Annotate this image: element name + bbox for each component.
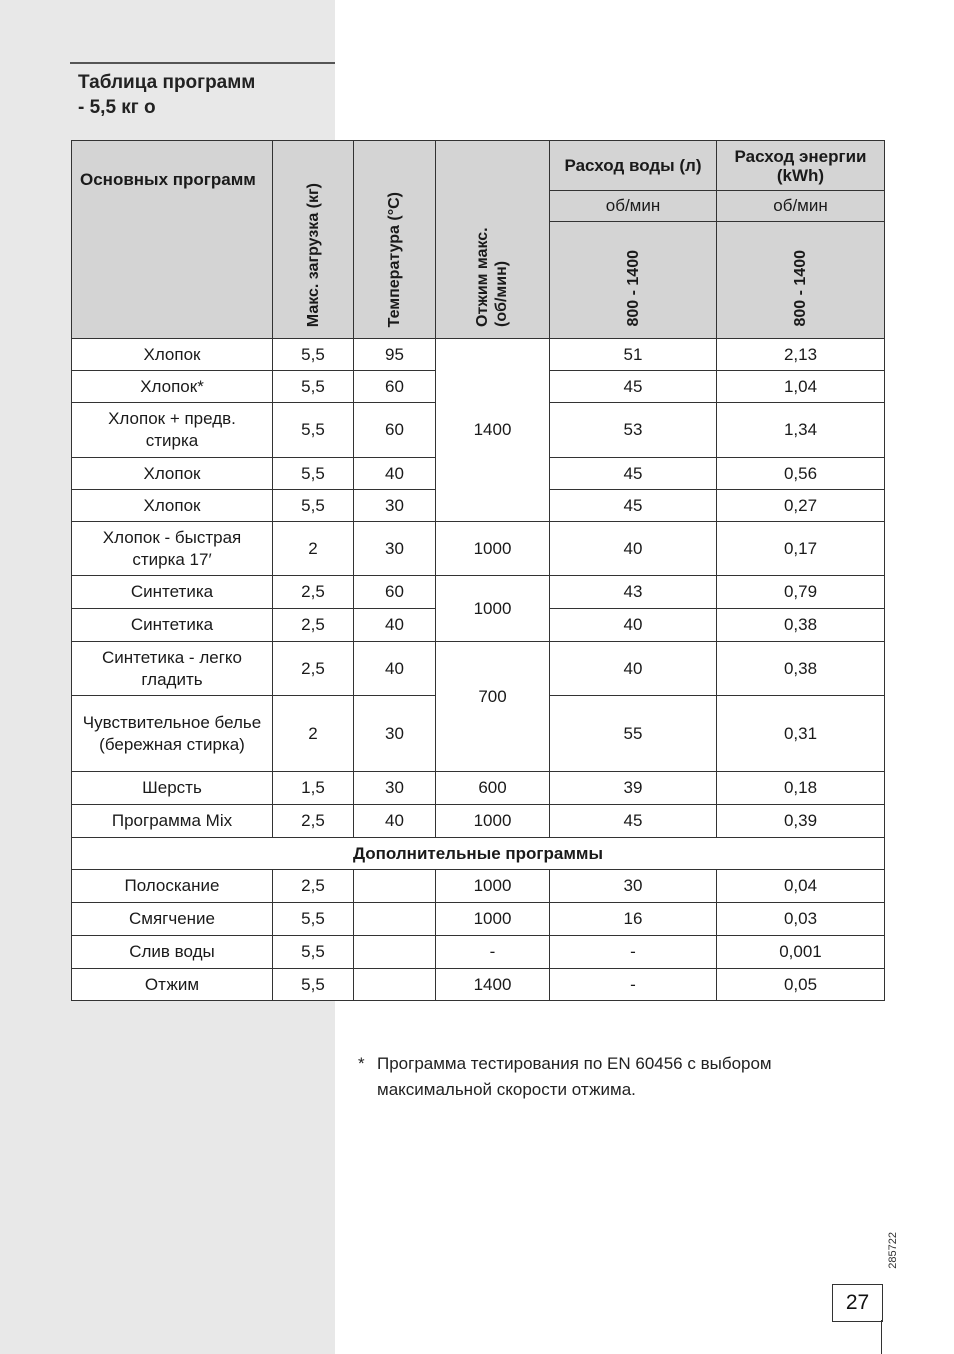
header-energy-unit: об/мин xyxy=(717,191,885,222)
energy-value: 0,18 xyxy=(717,772,885,805)
load-value: 5,5 xyxy=(273,969,354,1001)
water-value: 30 xyxy=(550,870,717,903)
program-name: Шерсть xyxy=(72,772,273,805)
program-name: Слив воды xyxy=(72,936,273,969)
energy-value: 0,27 xyxy=(717,490,885,522)
spin-value: 700 xyxy=(436,642,550,772)
page-number-rule xyxy=(881,1320,882,1354)
water-value: - xyxy=(550,969,717,1001)
program-name: Хлопок xyxy=(72,339,273,371)
temp-value: 40 xyxy=(354,642,436,696)
water-value: 39 xyxy=(550,772,717,805)
temp-value: 95 xyxy=(354,339,436,371)
program-name: Хлопок xyxy=(72,490,273,522)
table-row xyxy=(72,936,885,969)
load-value: 5,5 xyxy=(273,403,354,458)
temp-value: 30 xyxy=(354,490,436,522)
load-value: 2 xyxy=(273,522,354,576)
water-value: 45 xyxy=(550,371,717,403)
energy-value: 1,34 xyxy=(717,403,885,458)
temp-value: 60 xyxy=(354,576,436,609)
temp-value: 60 xyxy=(354,403,436,458)
energy-value: 2,13 xyxy=(717,339,885,371)
temp-value: 60 xyxy=(354,371,436,403)
load-value: 5,5 xyxy=(273,903,354,936)
header-spin-label: Отжим макс. (об/мин) xyxy=(473,227,510,327)
energy-value: 0,05 xyxy=(717,969,885,1001)
footnote-text: Программа тестирования по EN 60456 с выбором максимальной скорости отжима. xyxy=(377,1054,772,1099)
header-load-label: Макс. загрузка (кг) xyxy=(304,182,322,327)
temp-value xyxy=(354,969,436,1001)
energy-value: 0,39 xyxy=(717,805,885,838)
temp-value: 30 xyxy=(354,696,436,772)
energy-value: 0,56 xyxy=(717,458,885,490)
energy-value: 1,04 xyxy=(717,371,885,403)
temp-value: 30 xyxy=(354,772,436,805)
temp-value: 40 xyxy=(354,609,436,642)
program-name: Синтетика xyxy=(72,576,273,609)
title-line-1: Таблица программ xyxy=(78,72,256,93)
table-row xyxy=(72,642,885,696)
temp-value xyxy=(354,870,436,903)
load-value: 2,5 xyxy=(273,609,354,642)
title-rule xyxy=(70,62,335,64)
spin-value: 1000 xyxy=(436,870,550,903)
table-row xyxy=(72,522,885,576)
extra-section-title: Дополнительные программы xyxy=(72,838,885,870)
table-row xyxy=(72,339,885,371)
page-title xyxy=(78,70,255,120)
spin-value: 600 xyxy=(436,772,550,805)
table-row xyxy=(72,805,885,838)
program-name: Смягчение xyxy=(72,903,273,936)
header-water-unit: об/мин xyxy=(550,191,717,222)
program-name: Хлопок xyxy=(72,458,273,490)
water-value: 40 xyxy=(550,642,717,696)
energy-value: 0,38 xyxy=(717,609,885,642)
water-value: 16 xyxy=(550,903,717,936)
load-value: 1,5 xyxy=(273,772,354,805)
energy-value: 0,03 xyxy=(717,903,885,936)
program-name: Программа Mix xyxy=(72,805,273,838)
load-value: 5,5 xyxy=(273,458,354,490)
footnote-mark: * xyxy=(358,1054,365,1073)
program-name: Синтетика - легко гладить xyxy=(72,642,273,696)
table-row xyxy=(72,903,885,936)
water-value: 45 xyxy=(550,458,717,490)
water-value: 55 xyxy=(550,696,717,772)
spin-value: - xyxy=(436,936,550,969)
program-name: Хлопок* xyxy=(72,371,273,403)
program-name: Отжим xyxy=(72,969,273,1001)
load-value: 5,5 xyxy=(273,371,354,403)
table-row xyxy=(72,576,885,609)
header-energy-range xyxy=(717,222,885,339)
water-value: 45 xyxy=(550,805,717,838)
program-name: Хлопок - быстрая стирка 17′ xyxy=(72,522,273,576)
load-value: 5,5 xyxy=(273,936,354,969)
temp-value xyxy=(354,903,436,936)
program-name: Хлопок + предв. стирка xyxy=(72,403,273,458)
water-value: 40 xyxy=(550,609,717,642)
header-program: Основных программ xyxy=(72,141,273,339)
water-value: 51 xyxy=(550,339,717,371)
header-water: Расход воды (л) xyxy=(550,141,717,191)
water-value: - xyxy=(550,936,717,969)
header-energy: Расход энергии (kWh) xyxy=(717,141,885,191)
header-energy-range-label: 800 - 1400 xyxy=(792,250,809,327)
load-value: 2,5 xyxy=(273,805,354,838)
load-value: 2,5 xyxy=(273,870,354,903)
spin-value: 1000 xyxy=(436,576,550,642)
program-name: Полоскание xyxy=(72,870,273,903)
program-name: Чувствительное белье (бережная стирка) xyxy=(72,696,273,772)
spin-value: 1000 xyxy=(436,522,550,576)
energy-value: 0,001 xyxy=(717,936,885,969)
water-value: 40 xyxy=(550,522,717,576)
header-temp xyxy=(354,141,436,339)
water-value: 45 xyxy=(550,490,717,522)
header-load xyxy=(273,141,354,339)
page-number: 27 xyxy=(832,1284,883,1322)
spin-value: 1400 xyxy=(436,339,550,522)
temp-value: 30 xyxy=(354,522,436,576)
spin-value: 1400 xyxy=(436,969,550,1001)
table-row xyxy=(72,969,885,1001)
temp-value: 40 xyxy=(354,805,436,838)
energy-value: 0,38 xyxy=(717,642,885,696)
water-value: 43 xyxy=(550,576,717,609)
section-row xyxy=(72,838,885,870)
load-value: 2,5 xyxy=(273,642,354,696)
energy-value: 0,17 xyxy=(717,522,885,576)
load-value: 5,5 xyxy=(273,339,354,371)
table-row xyxy=(72,870,885,903)
header-water-range-label: 800 - 1400 xyxy=(624,250,642,327)
spin-value: 1000 xyxy=(436,903,550,936)
load-value: 2 xyxy=(273,696,354,772)
title-line-2: - 5,5 кг о xyxy=(78,97,156,118)
spin-value: 1000 xyxy=(436,805,550,838)
temp-value: 40 xyxy=(354,458,436,490)
document-code: 285722 xyxy=(887,1232,899,1269)
energy-value: 0,31 xyxy=(717,696,885,772)
header-spin xyxy=(436,141,550,339)
footnote xyxy=(358,1051,828,1103)
water-value: 53 xyxy=(550,403,717,458)
header-water-range xyxy=(550,222,717,339)
energy-value: 0,79 xyxy=(717,576,885,609)
program-table xyxy=(71,140,885,1001)
table-row xyxy=(72,772,885,805)
header-temp-label: Температура (°C) xyxy=(386,191,403,327)
load-value: 2,5 xyxy=(273,576,354,609)
energy-value: 0,04 xyxy=(717,870,885,903)
program-name: Синтетика xyxy=(72,609,273,642)
temp-value xyxy=(354,936,436,969)
load-value: 5,5 xyxy=(273,490,354,522)
